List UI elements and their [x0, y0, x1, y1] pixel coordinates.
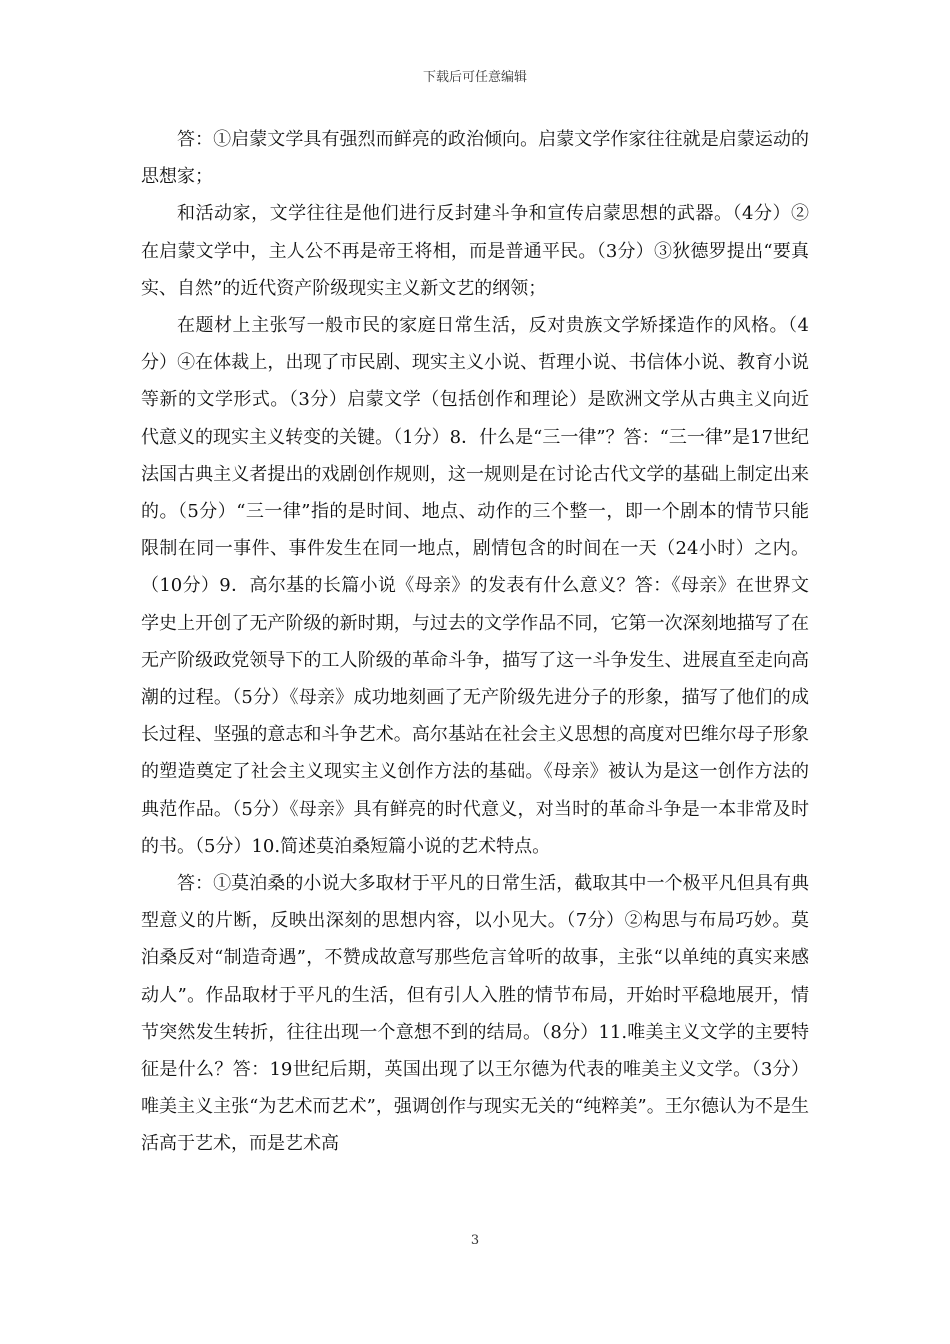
paragraph-theme-three-unities-mother: 在题材上主张写一般市民的家庭日常生活，反对贵族文学矫揉造作的风格。（4分）④在体裁上，出现了市民剧、现实主义小说、哲理小说、书信体小说、教育小说等新的文学形式。（3分）启蒙文学（包括创作和理论）是欧洲文学从古典主义向近代意义的现实主义转变的关键。（1分）8．什么是“三一律”？答：“三一律”是17世纪法国古典主义者提出的戏剧创作规则，这一规则是在讨论古代文学的基础上制定出来的。（5分）“三一律”指的是时间、地点、动作的三个整一，即一个剧本的情节只能限制在同一事件、事件发生在同一地点，剧情包含的时间在一天（24小时）之内。（10分）9．高尔基的长篇小说《母亲》的发表有什么意义？答：《母亲》在世界文学史上开创了无产阶级的新时期，与过去的文学作品不同，它第一次深刻地描写了在无产阶级政党领导下的工人阶级的革命斗争，描写了这一斗争发生、进展直至走向高潮的过程。（5分）《母亲》成功地刻画了无产阶级先进分子的形象，描写了他们的成长过程、坚强的意志和斗争艺术。高尔基站在社会主义思想的高度对巴维尔母子形象的塑造奠定了社会主义现实主义创作方法的基础。《母亲》被认为是这一创作方法的典范作品。（5分）《母亲》具有鲜亮的时代意义，对当时的革命斗争是一本非常及时的书。（5分）10.简述莫泊桑短篇小说的艺术特点。	[141, 315, 809, 857]
paragraph-activists: 和活动家，文学往往是他们进行反封建斗争和宣传启蒙思想的武器。（4分）②在启蒙文学中，主人公不再是帝王将相，而是普通平民。（3分）③狄德罗提出“要真实、自然”的近代资产阶级现实主义新文艺的纲领；	[141, 203, 809, 299]
paragraph-maupassant-aestheticism: 答：①莫泊桑的小说大多取材于平凡的日常生活，截取其中一个极平凡但具有典型意义的片断，反映出深刻的思想内容，以小见大。（7分）②构思与布局巧妙。莫泊桑反对“制造奇遇”，不赞成故意写那些危言耸听的故事，主张“以单纯的真实来感动人”。作品取材于平凡的生活，但有引人入胜的情节布局，开始时平稳地展开，情节突然发生转折，往往出现一个意想不到的结局。（8分）11.唯美主义文学的主要特征是什么？答：19世纪后期，英国出现了以王尔德为代表的唯美主义文学。（3分）唯美主义主张“为艺术而艺术”，强调创作与现实无关的“纯粹美”。王尔德认为不是生活高于艺术，而是艺术高	[141, 873, 809, 1155]
page-number: 3	[470, 1233, 480, 1248]
paragraph-enlightenment-answer: 答：①启蒙文学具有强烈而鲜亮的政治倾向。启蒙文学作家往往就是启蒙运动的思想家；	[141, 129, 809, 188]
document-body	[141, 121, 809, 1163]
page-header: 下载后可任意编辑	[422, 70, 527, 85]
